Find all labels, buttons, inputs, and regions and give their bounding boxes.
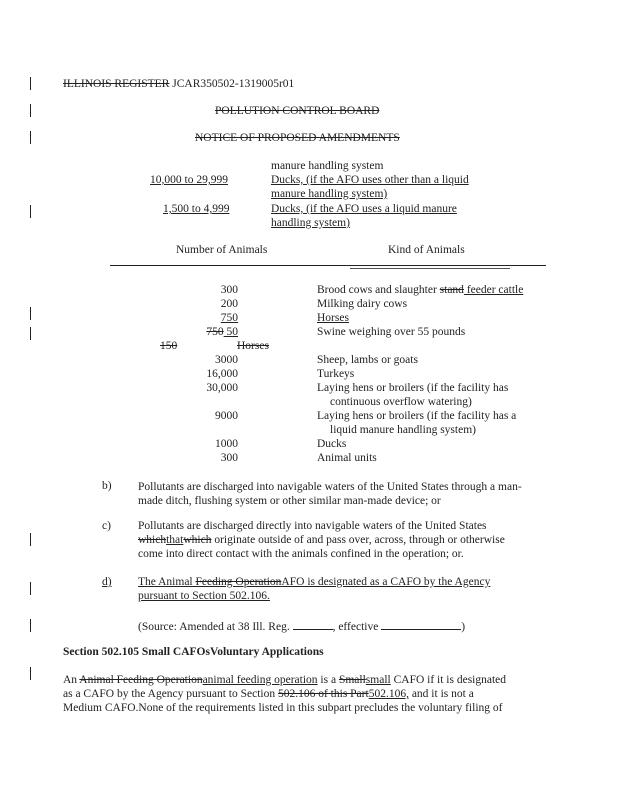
item-text-c: whichthatwhich originate outside of and pass over, across, through or otherwise — [138, 534, 505, 546]
animal-count: 750 50 — [206, 326, 238, 338]
animal-kind: Laying hens or broilers (if the facility has a — [317, 410, 517, 422]
animal-count: 16,000 — [206, 368, 238, 380]
animal-kind: Sheep, lambs or goats — [317, 354, 418, 366]
animal-count: 200 — [220, 298, 238, 310]
animal-count: 9000 — [215, 410, 238, 422]
table-rule — [110, 265, 546, 266]
item-label-c: c) — [102, 520, 111, 532]
section-title: Section 502.105 Small CAFOsVoluntary Applications — [63, 646, 324, 658]
animal-count: 300 — [220, 284, 238, 296]
animal-kind: Brood cows and slaughter stand feeder cattle — [317, 284, 524, 296]
column-header-kind: Kind of Animals — [388, 244, 465, 256]
revision-bar — [30, 327, 31, 340]
animal-count: 1000 — [215, 438, 238, 450]
animal-kind-continued: liquid manure handling system) — [330, 424, 476, 436]
item-text-c: come into direct contact with the animals confined in the operation; or. — [138, 548, 464, 560]
item-text-c: Pollutants are discharged directly into navigable waters of the United States — [138, 520, 487, 532]
top-row-kind: manure handling system — [271, 160, 384, 172]
item-label-b: b) — [102, 480, 112, 492]
revision-bar — [30, 533, 31, 546]
animal-kind: Turkeys — [317, 368, 355, 380]
animal-kind: Laying hens or broilers (if the facility has — [317, 382, 509, 394]
top-row-num: 10,000 to 29,999 — [150, 174, 228, 186]
animal-count: 150 — [160, 340, 178, 352]
animal-kind: Horses — [317, 312, 349, 324]
notice-title: NOTICE OF PROPOSED AMENDMENTS — [195, 132, 400, 144]
item-text-b: Pollutants are discharged into navigable waters of the United States through a man-made ditch, flushing system or other similar man-made device; or — [138, 481, 522, 507]
top-row-kind: Ducks, (if the AFO uses a liquid manure — [271, 203, 457, 215]
revision-bar — [30, 205, 31, 218]
animal-kind: Swine weighing over 55 pounds — [317, 326, 466, 338]
body-line: Medium CAFO.None of the requirements listed in this subpart precludes the voluntary filing of — [63, 702, 503, 714]
revision-bar — [30, 582, 31, 595]
top-row-kind: manure handling system) — [271, 188, 388, 200]
animal-kind: Ducks — [317, 438, 347, 450]
animal-kind: Milking dairy cows — [317, 298, 408, 310]
register-name: ILLINOIS REGISTER — [63, 78, 170, 90]
animal-count: 750 — [220, 312, 238, 324]
top-row-kind: handling system) — [271, 217, 350, 229]
column-header-number: Number of Animals — [176, 244, 268, 256]
header-line — [63, 78, 294, 90]
animal-count: 300 — [220, 452, 238, 464]
top-row-kind: Ducks, (if the AFO uses other than a liquid — [271, 174, 469, 186]
item-text-d: pursuant to Section 502.106. — [138, 590, 270, 602]
item-label-d: d) — [102, 576, 112, 588]
revision-bar — [30, 307, 31, 320]
animal-kind: Horses — [237, 340, 269, 352]
revision-bar — [30, 667, 31, 680]
source-note: (Source: Amended at 38 Ill. Reg. , effective ) — [138, 621, 466, 633]
animal-count: 3000 — [215, 354, 238, 366]
board-name: POLLUTION CONTROL BOARD — [215, 105, 380, 117]
jcar-code: JCAR350502-1319005r01 — [172, 78, 295, 90]
revision-bar — [30, 131, 31, 144]
top-row-num: 1,500 to 4,999 — [163, 203, 230, 215]
table-rule-secondary — [350, 268, 510, 269]
revision-bar — [30, 77, 31, 90]
item-text-d: The Animal Feeding OperationAFO is designated as a CAFO by the Agency — [138, 576, 491, 588]
animal-count: 30,000 — [206, 382, 238, 394]
animal-kind: Animal units — [317, 452, 377, 464]
body-line: as a CAFO by the Agency pursuant to Section 502.106 of this Part502.106, and it is not a — [63, 688, 474, 700]
animal-kind-continued: continuous overflow watering) — [330, 396, 472, 408]
body-line: An Animal Feeding Operationanimal feeding operation is a Smallsmall CAFO if it is designated — [63, 674, 507, 686]
revision-bar — [30, 104, 31, 117]
revision-bar — [30, 619, 31, 632]
